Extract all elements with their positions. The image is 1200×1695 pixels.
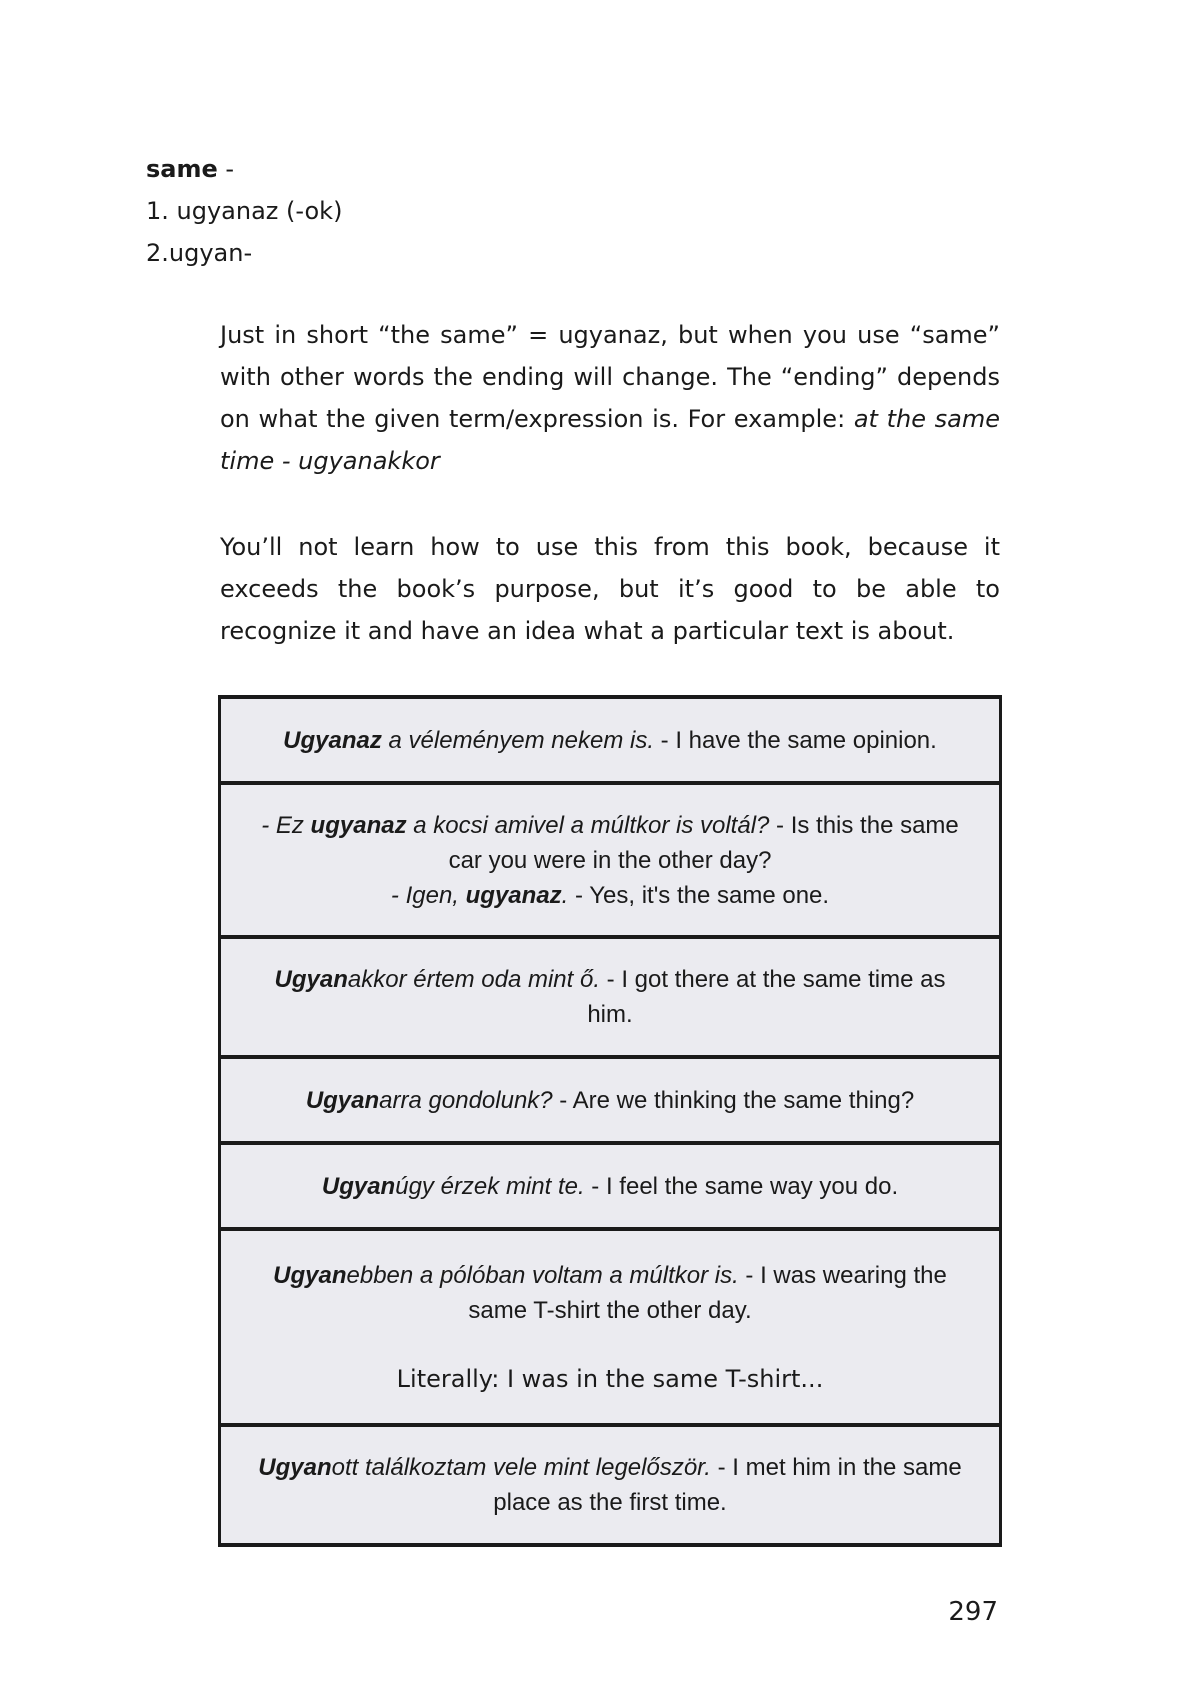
example-lead: Ugyan bbox=[273, 1261, 347, 1289]
example-english: - Are we thinking the same thing? bbox=[552, 1086, 915, 1114]
example-lead: Ugyan bbox=[274, 966, 348, 993]
example-english: - I have the same opinion. bbox=[653, 726, 937, 754]
example-row bbox=[221, 939, 999, 1059]
entry-headword: same bbox=[146, 155, 218, 183]
entry-sense-2: 2.ugyan- bbox=[146, 239, 253, 267]
dictionary-entry bbox=[146, 148, 342, 274]
example-lead: ugyanaz bbox=[465, 881, 562, 909]
example-row bbox=[221, 1231, 999, 1427]
example-lead: Ugyan bbox=[305, 1086, 380, 1114]
example-hungarian: a kocsi amivel a múltkor is voltál? bbox=[406, 811, 770, 839]
explanation-example: at the same time - ugyanakkor bbox=[220, 405, 1000, 475]
entry-headword-line bbox=[146, 148, 342, 190]
example-english: - Yes, it's the same one. bbox=[568, 881, 830, 909]
example-hungarian: arra gondolunk? bbox=[379, 1086, 553, 1114]
example-lead: ugyanaz bbox=[310, 811, 407, 839]
example-hungarian: a véleményem nekem is. bbox=[381, 726, 654, 754]
page-number: 297 bbox=[948, 1597, 998, 1627]
example-lead: Ugyan bbox=[258, 1454, 332, 1481]
example-row bbox=[221, 785, 999, 939]
example-english: - I feel the same way you do. bbox=[584, 1172, 899, 1200]
example-lead: Ugyan bbox=[321, 1172, 396, 1200]
example-lead: Ugyanaz bbox=[283, 726, 382, 754]
entry-sense-1: 1. ugyanaz (-ok) bbox=[146, 197, 343, 225]
example-hungarian: ott találkoztam vele mint legelőször. bbox=[331, 1454, 711, 1481]
entry-dash: - bbox=[217, 155, 235, 183]
example-row bbox=[221, 699, 999, 785]
example-english: - I got there at the same time as him. bbox=[587, 966, 946, 1028]
explanation-paragraph bbox=[220, 314, 1000, 482]
example-row bbox=[221, 1427, 999, 1547]
explanation-text: Just in short “the same” = ugyanaz, but when you use “same” with other words the ending will change. The “ending” depends on what the given term/expression is. For example: bbox=[220, 321, 1000, 433]
example-prefix: - Ez bbox=[261, 811, 311, 839]
example-literal-note: Literally: I was in the same T-shirt... bbox=[396, 1364, 824, 1393]
example-english: - I met him in the same place as the first time. bbox=[493, 1454, 962, 1516]
example-row bbox=[221, 1059, 999, 1145]
example-hungarian: akkor értem oda mint ő. bbox=[347, 966, 600, 993]
example-english: - I was wearing the same T-shirt the other day. bbox=[468, 1261, 947, 1324]
example-row bbox=[221, 1145, 999, 1231]
example-english: - Is this the same car you were in the other day? bbox=[448, 811, 959, 874]
example-prefix: - Igen, bbox=[390, 881, 466, 909]
note-paragraph: You’ll not learn how to use this from this book, because it exceeds the book’s purpose, but it’s good to be able to recognize it and have an idea what a particular text is about. bbox=[220, 533, 1000, 645]
examples-table bbox=[218, 695, 1002, 1547]
example-hungarian: . bbox=[561, 881, 569, 909]
example-hungarian: úgy érzek mint te. bbox=[395, 1172, 585, 1200]
example-hungarian: ebben a pólóban voltam a múltkor is. bbox=[346, 1261, 739, 1289]
